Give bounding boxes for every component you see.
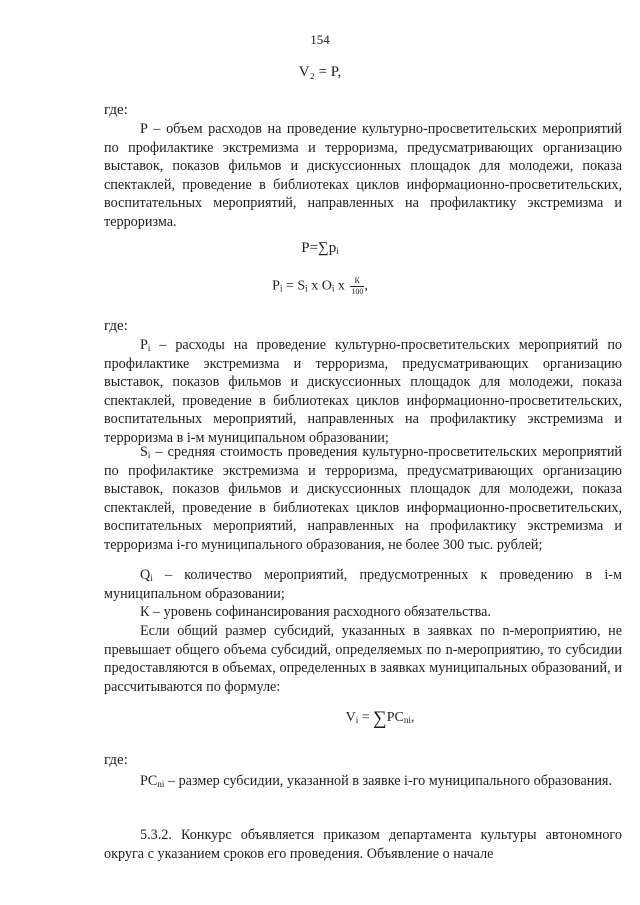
definition-p: Р – объем расходов на проведение культурно-просветительских мероприятий по профилактике экстремизма и терроризма, предусматривающих организацию выставок, показов фильмов и дискуссионных площадок для молодежи, показа спектаклей, проведение в библиотеках циклов информационно-просветительских, воспитательных мероприятий, направленных на профилактику экстремизма и терроризма.	[104, 121, 622, 230]
formula-pi: $P_i = S_i$ x $O_i$ x $\frac{К}{100}$ ,	[272, 276, 368, 296]
definition-si: $S_i$ – средняя стоимость проведения культурно-просветительских мероприятий по профилактике экстремизма и терроризма, предусматривающих организацию выставок, показов фильмов и дискуссионных площадок для молодежи, показа спектаклей, проведение в библиотеках циклов информационно-просветительских, воспитательных мероприятий, направленных на профилактику экстремизма и терроризма i-го муниципального образования, не более 300 тыс. рублей;	[104, 444, 623, 553]
page-number: 154	[310, 32, 330, 47]
paragraph-subsidy: Если общий размер субсидий, указанных в заявках по n-мероприятию, не превышает общего объема субсидий, определяемых по n-мероприятию, то субсидии предоставляются в объемах, определенных в заявках муниципальных образований, и рассчитываются по формуле:	[104, 623, 622, 695]
formula-sum: $P=\sum p_i$	[301, 240, 339, 256]
where-label-3: где:	[104, 752, 128, 768]
where-label-2: где:	[104, 318, 128, 334]
where-label-1: где:	[104, 102, 128, 118]
definition-k: К – уровень софинансирования расходного обязательства.	[140, 604, 491, 620]
formula-v2: V₂ = P,	[298, 64, 342, 80]
formula-vi: $V_i = \sum PC_{ni}$,	[345, 708, 415, 729]
definition-pi: $P_i$ – расходы на проведение культурно-просветительских мероприятий по профилактике экстремизма и терроризма, предусматривающих организацию выставок, показов фильмов и дискуссионных площадок для молодежи, показа спектаклей, проведение в библиотеках циклов информационно-просветительских, воспитательных мероприятий, направленных на профилактику экстремизма и терроризма в i-м муниципальном образовании;	[104, 337, 623, 446]
paragraph-5-3-2: 5.3.2. Конкурс объявляется приказом департамента культуры автономного округа с указанием сроков его проведения. Объявление о начале	[104, 827, 622, 862]
fraction: $\frac{К}{100}$	[351, 276, 364, 296]
definition-pc: $PC_{ni}$ – размер субсидии, указанной в заявке i-го муниципального образования.	[140, 773, 612, 789]
definition-oi: $Q_i$ – количество мероприятий, предусмотренных к проведению в i-м муниципальном образовании;	[104, 567, 623, 602]
